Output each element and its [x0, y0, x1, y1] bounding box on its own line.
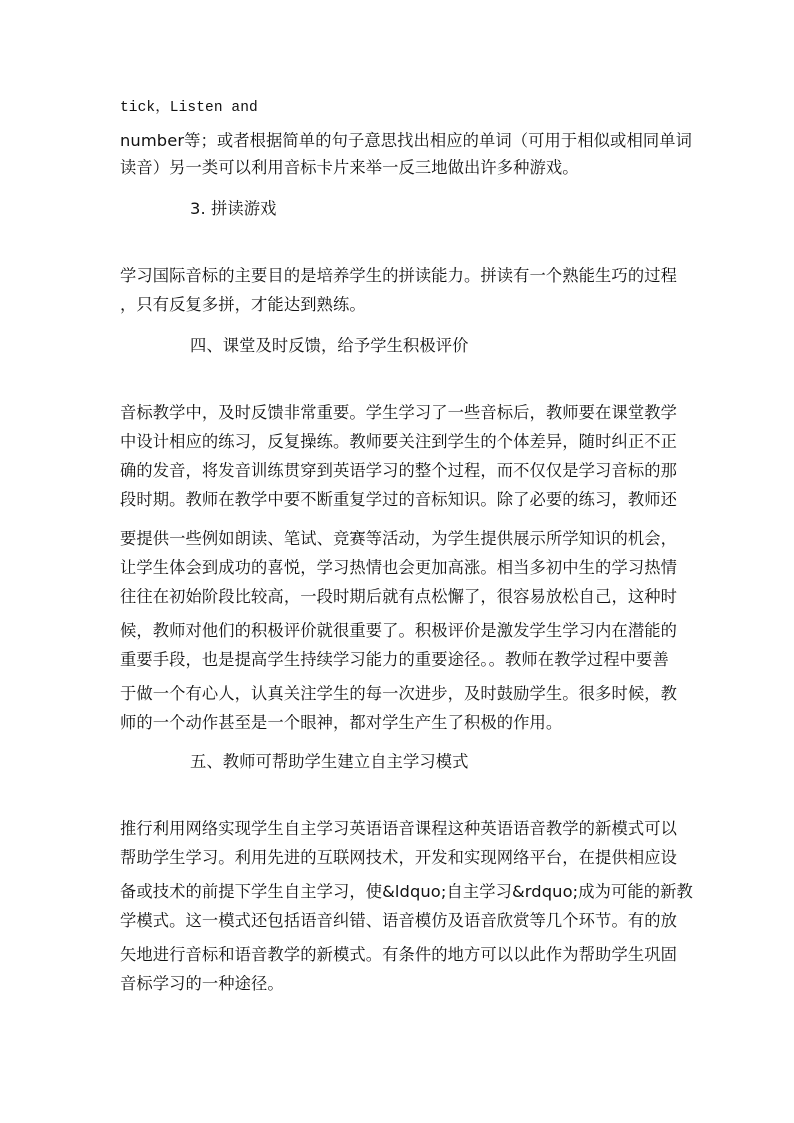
section-5-line-6: 音标学习的一种途径。	[120, 974, 284, 993]
fragment-line-3: 读音）另一类可以利用音标卡片来举一反三地做出许多种游戏。	[120, 158, 579, 177]
section-4-line-3: 确的发音，将发音训练贯穿到英语学习的整个过程，而不仅仅是学习音标的那	[120, 461, 677, 480]
section-5-line-5: 矢地进行音标和语音教学的新模式。有条件的地方可以以此作为帮助学生巩固	[120, 945, 677, 964]
section-4-line-5: 要提供一些例如朗读、笔试、竞赛等活动，为学生提供展示所学知识的机会，	[120, 529, 677, 548]
section-5-line-4: 学模式。这一模式还包括语音纠错、语音模仿及语音欣赏等几个环节。有的放	[120, 911, 677, 930]
section-3-line-1: 学习国际音标的主要目的是培养学生的拼读能力。拼读有一个熟能生巧的过程	[120, 266, 677, 285]
section-4-line-11: 师的一个动作甚至是一个眼神，都对学生产生了积极的作用。	[120, 713, 563, 732]
fragment-line-2: number等；或者根据简单的句子意思找出相应的单词（可用于相似或相同单词	[120, 131, 692, 150]
section-5-line-2: 帮助学生学习。利用先进的互联网技术，开发和实现网络平台，在提供相应设	[120, 848, 677, 867]
section-5-heading: 五、教师可帮助学生建立自主学习模式	[190, 752, 469, 771]
section-4-line-6: 让学生体会到成功的喜悦，学习热情也会更加高涨。相当多初中生的学习热情	[120, 558, 677, 577]
section-3-line-2: ，只有反复多拼，才能达到熟练。	[120, 295, 366, 314]
section-5-line-3: 备或技术的前提下学生自主学习，使&ldquo;自主学习&rdquo;成为可能的新教	[120, 882, 693, 901]
section-4-line-7: 往往在初始阶段比较高，一段时期后就有点松懈了，很容易放松自己，这种时	[120, 587, 677, 606]
section-4-line-1: 音标教学中，及时反馈非常重要。学生学习了一些音标后，教师要在课堂教学	[120, 403, 677, 422]
section-4-line-4: 段时期。教师在教学中要不断重复学过的音标知识。除了必要的练习，教师还	[120, 490, 677, 509]
section-4-line-9: 重要手段，也是提高学生持续学习能力的重要途径。。教师在教学过程中要善	[120, 650, 669, 669]
section-5-line-1: 推行利用网络实现学生自主学习英语语音课程这种英语语音教学的新模式可以	[120, 819, 677, 838]
fragment-line-1: tick，Listen and	[120, 100, 258, 116]
section-4-line-2: 中设计相应的练习，反复操练。教师要关注到学生的个体差异，随时纠正不正	[120, 432, 677, 451]
section-3-heading: 3. 拼读游戏	[190, 199, 277, 218]
section-4-heading: 四、课堂及时反馈，给予学生积极评价	[190, 336, 469, 355]
section-4-line-8: 候，教师对他们的积极评价就很重要了。积极评价是激发学生学习内在潜能的	[120, 621, 677, 640]
section-4-line-10: 于做一个有心人，认真关注学生的每一次进步，及时鼓励学生。很多时候，教	[120, 684, 677, 703]
